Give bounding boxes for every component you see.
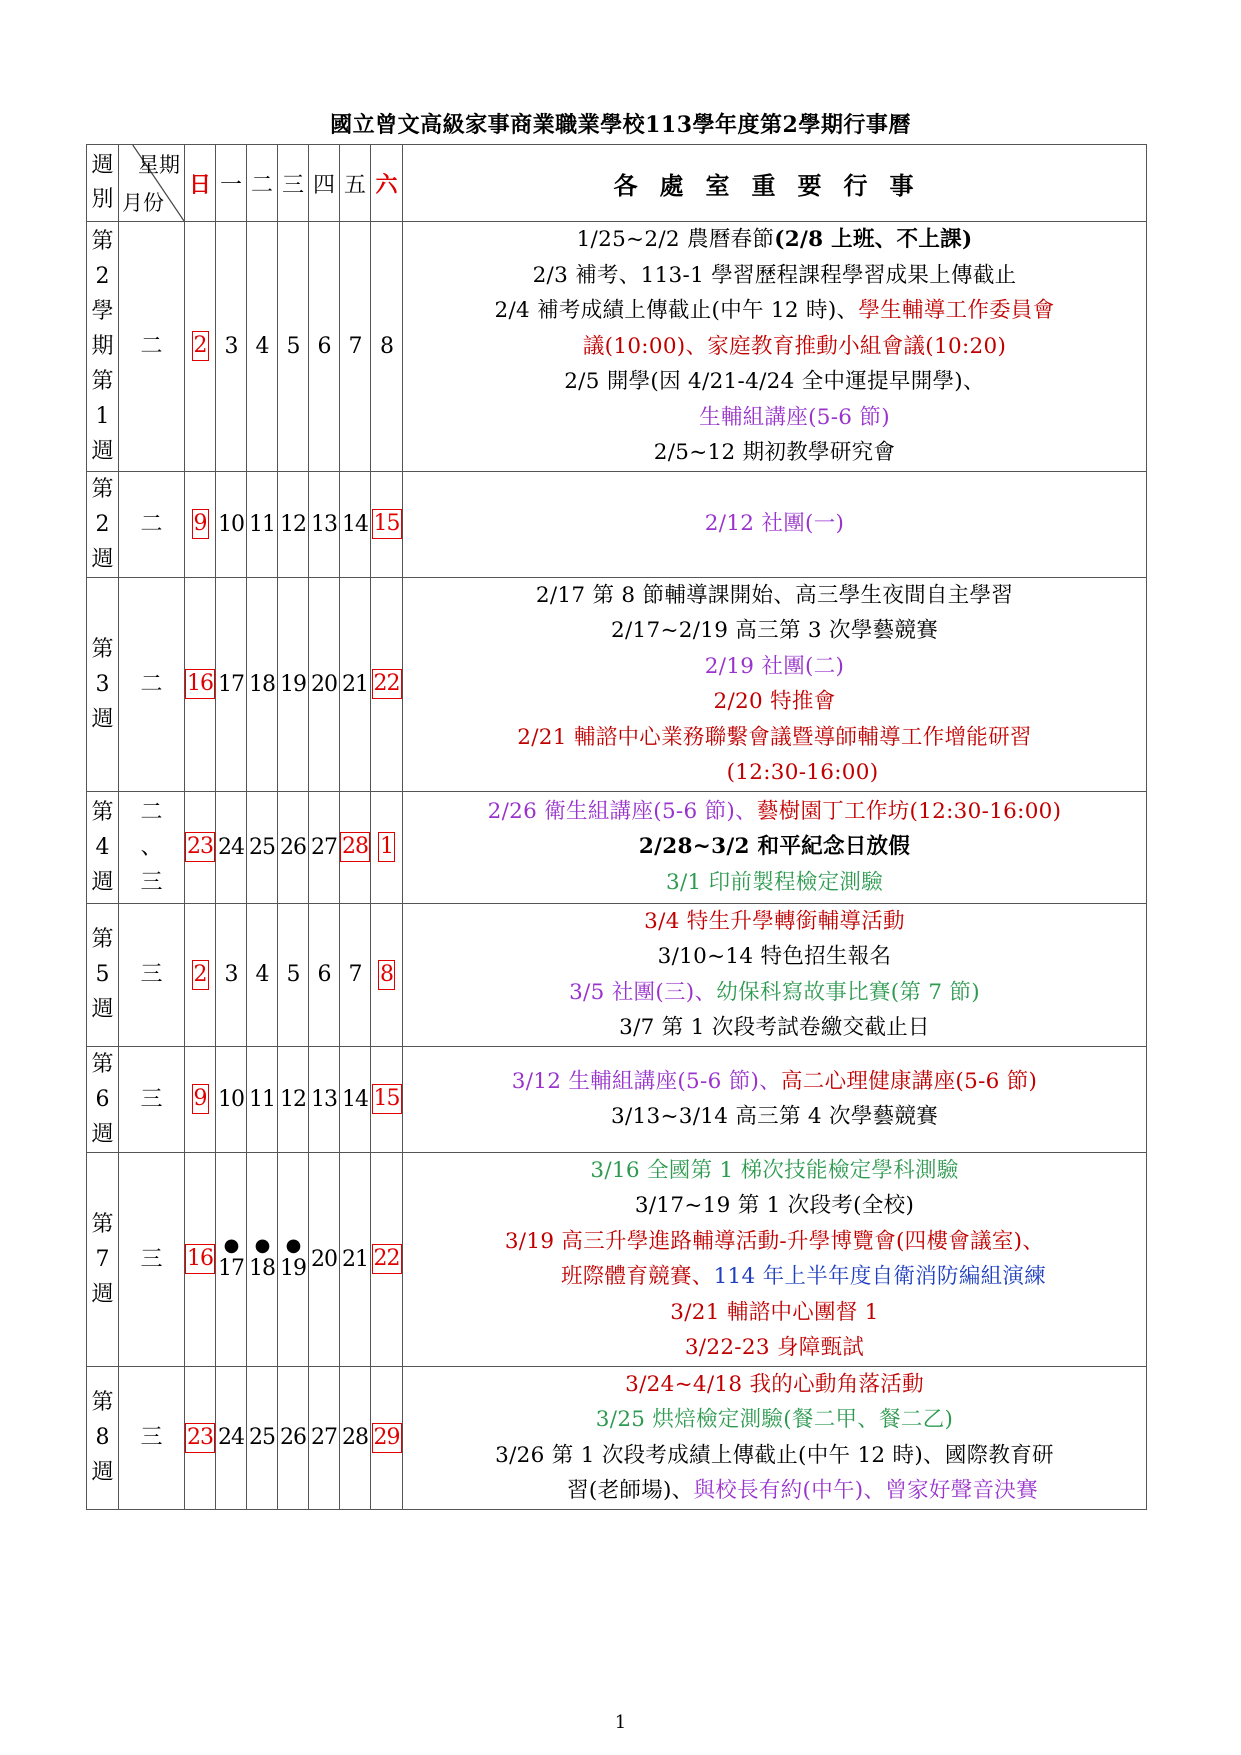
month-cell: 三 [119,1152,185,1366]
holiday-date: 29 [372,1423,402,1453]
week-row [87,1046,1147,1152]
holiday-date: 8 [378,960,395,990]
day-cell: 5 [278,903,309,1046]
weekday-month-header [119,145,185,222]
day-cell: 10 [216,1046,247,1152]
day-cell [371,471,403,577]
day-cell [371,791,403,903]
day-cell: 26 [278,1366,309,1509]
day-cell: 27 [309,791,340,903]
events-cell [403,1366,1147,1509]
event-line: 3/22-23 身障甄試 [684,1335,865,1360]
day-cell: 12 [278,471,309,577]
week-row [87,471,1147,577]
event-line: 3/10~14 特色招生報名 [657,944,892,969]
event-line: 生輔組講座(5-6 節) [699,404,890,430]
event-line: 3/13~3/14 高三第 4 次學藝競賽 [610,1104,939,1129]
event-line: 習(老師場)、與校長有約(中午)、曾家好聲音決賽 [567,1478,1038,1503]
page-title: 國立曾文高級家事商業職業學校113學年度第2學期行事曆 [330,112,911,138]
holiday-date: 28 [340,832,370,862]
holiday-date: 9 [192,509,209,539]
day-cell: 6 [309,903,340,1046]
day-cell [185,471,216,577]
week-row [87,791,1147,903]
events-cell [403,471,1147,577]
event-line: 3/5 社團(三)、幼保科寫故事比賽(第 7 節) [569,979,980,1005]
holiday-date: 16 [185,669,215,699]
day-cell: 17 [216,577,247,791]
week-row [87,1152,1147,1366]
week-row [87,1366,1147,1509]
day-cell: 4 [247,903,278,1046]
day-cell: 25 [247,1366,278,1509]
holiday-date: 23 [185,832,215,862]
week-label: 第 6 週 [87,1046,119,1152]
week-label: 第 4 週 [87,791,119,903]
week-label: 第 3 週 [87,577,119,791]
day-cell: 19 [278,577,309,791]
event-line: 2/3 補考、113-1 學習歷程課程學習成果上傳截止 [532,262,1017,288]
header-row [87,145,1147,222]
exam-dot-icon: ● [254,1235,270,1256]
holiday-date: 15 [372,1084,402,1114]
day-cell: 5 [278,222,309,472]
day-cell: 13 [309,1046,340,1152]
day-header-sun: 日 [185,145,216,222]
day-cell [185,1046,216,1152]
event-line: 3/19 高三升學進路輔導活動-升學博覽會(四樓會議室)、 [504,1228,1045,1254]
week-row [87,903,1147,1046]
day-cell [185,577,216,791]
day-cell: 10 [216,471,247,577]
event-line: 2/20 特推會 [713,689,836,714]
day-cell [340,791,371,903]
event-line: 2/19 社團(二) [704,653,845,679]
day-cell: 24 [216,1366,247,1509]
day-cell [185,1366,216,1509]
day-cell [371,1046,403,1152]
day-cell [185,791,216,903]
event-line: 2/5~12 期初教學研究會 [653,440,896,465]
day-cell: 3 [216,903,247,1046]
day-cell: 12 [278,1046,309,1152]
event-line: 2/26 衛生組講座(5-6 節)、藝樹園丁工作坊(12:30-16:00) [487,798,1062,824]
day-cell: 7 [340,222,371,472]
week-row [87,222,1147,472]
month-cell: 三 [119,1366,185,1509]
holiday-date: 2 [192,331,209,361]
week-label: 第 7 週 [87,1152,119,1366]
exam-dot-icon: ● [285,1235,301,1256]
events-cell [403,577,1147,791]
event-line: 3/1 印前製程檢定測驗 [665,869,884,895]
day-header-thu: 四 [309,145,340,222]
week-label: 第 8 週 [87,1366,119,1509]
day-cell: 24 [216,791,247,903]
day-cell: 20 [309,1152,340,1366]
day-header-tue: 二 [247,145,278,222]
weekday-label: 星期 [138,153,180,177]
week-label: 第 2 學 期 第 1 週 [87,222,119,472]
events-cell [403,1046,1147,1152]
events-cell [403,1152,1147,1366]
events-cell [403,222,1147,472]
day-cell: 14 [340,1046,371,1152]
event-line: 3/25 烘焙檢定測驗(餐二甲、餐二乙) [595,1407,954,1432]
day-cell [371,1366,403,1509]
month-cell: 三 [119,1046,185,1152]
month-cell: 二 、 三 [119,791,185,903]
event-line: 議(10:00)、家庭教育推動小組會議(10:20) [582,333,1007,359]
event-line: 2/17 第 8 節輔導課開始、高三學生夜間自主學習 [535,582,1014,608]
event-line: 2/4 補考成績上傳截止(中午 12 時)、學生輔導工作委員會 [494,298,1055,323]
event-line: (12:30-16:00) [726,760,879,785]
day-cell: 6 [309,222,340,472]
event-line: 3/17~19 第 1 次段考(全校) [634,1193,915,1218]
page-number: 1 [614,1712,627,1733]
day-cell: 7 [340,903,371,1046]
day-cell: 11 [247,1046,278,1152]
event-line: 2/28~3/2 和平紀念日放假 [638,834,911,860]
holiday-date: 23 [185,1423,215,1453]
event-line: 2/12 社團(一) [704,511,845,537]
holiday-date: 2 [192,960,209,990]
event-line: 3/16 全國第 1 梯次技能檢定學科測驗 [590,1157,959,1183]
day-cell: 3 [216,222,247,472]
holiday-date: 16 [185,1244,215,1274]
events-cell [403,903,1147,1046]
week-label: 第 2 週 [87,471,119,577]
day-cell: 8 [371,222,403,472]
week-row [87,577,1147,791]
exam-day-cell: ● 19 [278,1152,309,1366]
holiday-date: 9 [192,1084,209,1114]
exam-dot-icon: ● [223,1235,239,1256]
holiday-date: 22 [372,1244,402,1274]
month-cell: 三 [119,903,185,1046]
event-line: 2/21 輔諮中心業務聯繫會議暨導師輔導工作增能研習 [517,724,1032,750]
day-cell [371,577,403,791]
month-cell: 二 [119,577,185,791]
day-header-sat: 六 [371,145,403,222]
day-cell [185,1152,216,1366]
day-cell [185,903,216,1046]
day-cell [371,1152,403,1366]
day-cell: 21 [340,577,371,791]
day-header-wed: 三 [278,145,309,222]
day-cell: 14 [340,471,371,577]
month-cell: 二 [119,471,185,577]
events-header: 各處室重要行事 [403,145,1147,222]
day-cell: 27 [309,1366,340,1509]
event-line: 3/26 第 1 次段考成績上傳截止(中午 12 時)、國際教育研 [495,1442,1054,1468]
event-line: 2/17~2/19 高三第 3 次學藝競賽 [610,618,939,643]
exam-day-cell: ● 17 [216,1152,247,1366]
event-line: 2/5 開學(因 4/21-4/24 全中運提早開學)、 [564,369,985,394]
week-label: 第 5 週 [87,903,119,1046]
holiday-date: 22 [372,669,402,699]
event-line: 3/21 輔諮中心團督 1 [670,1299,879,1325]
day-cell: 21 [340,1152,371,1366]
day-cell: 13 [309,471,340,577]
day-cell: 26 [278,791,309,903]
day-cell: 20 [309,577,340,791]
event-line: 1/25~2/2 農曆春節(2/8 上班、不上課) [576,227,973,252]
event-line: 3/12 生輔組講座(5-6 節)、高二心理健康講座(5-6 節) [511,1068,1038,1094]
month-cell: 二 [119,222,185,472]
event-line: 3/7 第 1 次段考試卷繳交截止日 [619,1015,930,1040]
day-cell: 25 [247,791,278,903]
day-cell: 4 [247,222,278,472]
week-header: 週 別 [87,145,119,222]
event-line: 3/24~4/18 我的心動角落活動 [625,1371,924,1397]
calendar-table [86,144,1147,1510]
exam-day-cell: ● 18 [247,1152,278,1366]
holiday-date: 1 [378,832,395,862]
day-cell: 28 [340,1366,371,1509]
day-header-fri: 五 [340,145,371,222]
day-cell: 18 [247,577,278,791]
event-line: 3/4 特生升學轉銜輔導活動 [644,908,905,934]
holiday-date: 15 [372,509,402,539]
event-line: 班際體育競賽、114 年上半年度自衛消防編組演練 [560,1264,1047,1289]
events-cell [403,791,1147,903]
day-cell [371,903,403,1046]
day-cell [185,222,216,472]
month-label: 月份 [122,191,164,215]
day-header-mon: 一 [216,145,247,222]
day-cell: 11 [247,471,278,577]
